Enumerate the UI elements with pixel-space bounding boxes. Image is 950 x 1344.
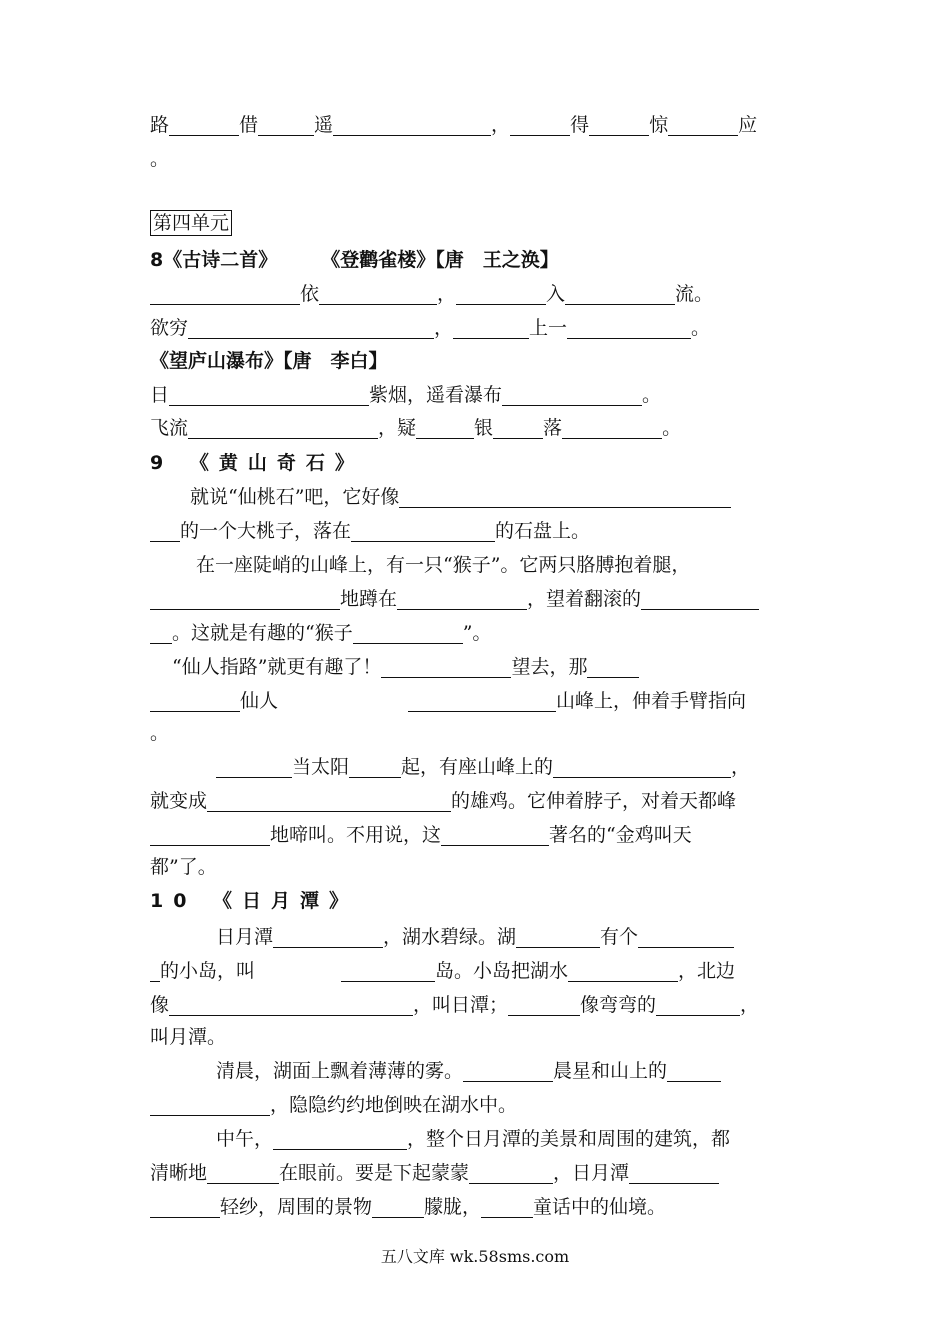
section-title	[150, 243, 802, 277]
blank	[481, 1195, 533, 1218]
text: 飞流	[150, 417, 189, 439]
blank	[169, 113, 239, 136]
blank	[150, 1195, 220, 1218]
text: ，北边	[678, 960, 736, 982]
fill-line	[150, 784, 802, 818]
blank	[397, 587, 527, 610]
blank	[456, 282, 546, 305]
text: 地啼叫。不用说，这	[270, 824, 442, 846]
text: ，	[740, 994, 760, 1016]
text: ，	[437, 283, 457, 305]
text: 轻纱，周围的景物	[220, 1196, 373, 1218]
blank	[351, 519, 495, 542]
text: ，叫日潭；	[413, 994, 509, 1016]
text: 就说“仙桃石”吧，它好像	[190, 486, 400, 508]
text: 的雄鸡。它伸着脖子，对着天都峰	[451, 790, 737, 812]
blank	[510, 113, 570, 136]
text: 望去，那	[511, 656, 588, 678]
fill-line	[150, 1020, 802, 1054]
blank	[441, 823, 549, 846]
blank	[150, 1093, 270, 1116]
blank	[408, 689, 556, 712]
fill-line	[150, 716, 802, 750]
text: 的石盘上。	[495, 520, 591, 542]
text: 在一座陡峭的山峰上，有一只“猴子”。它两只胳膊抱着腿，	[196, 554, 691, 576]
blank	[169, 383, 369, 406]
blank	[638, 925, 734, 948]
text: ”。	[462, 622, 492, 644]
text: 起，有座山峰上的	[401, 756, 554, 778]
fill-line	[150, 480, 802, 514]
fill-line	[150, 684, 802, 718]
blank	[568, 959, 678, 982]
text: 。这就是有趣的“猴子	[172, 622, 353, 644]
text: 仙人	[240, 690, 279, 712]
fill-line	[150, 1088, 802, 1122]
blank	[150, 959, 160, 982]
blank	[399, 485, 731, 508]
blank	[169, 993, 413, 1016]
text: 。	[691, 317, 711, 339]
text: ，疑	[378, 417, 417, 439]
fill-line	[150, 311, 802, 345]
text: 入	[546, 283, 566, 305]
fill-line	[150, 818, 802, 852]
text: 得	[570, 114, 590, 136]
text: 就变成	[150, 790, 208, 812]
blank	[565, 282, 675, 305]
blank	[150, 621, 172, 644]
text: 。	[150, 148, 170, 170]
text: 岛。小岛把湖水	[435, 960, 569, 982]
text: 落	[543, 417, 563, 439]
blank	[493, 416, 543, 439]
blank	[502, 383, 642, 406]
blank	[629, 1161, 719, 1184]
blank	[463, 1059, 553, 1082]
text: 都”了。	[150, 856, 217, 878]
fill-line	[150, 514, 802, 548]
text: 日月潭	[216, 926, 274, 948]
blank	[656, 993, 740, 1016]
blank	[333, 113, 491, 136]
text: 像	[150, 994, 170, 1016]
section-title	[150, 446, 802, 480]
unit-label: 第四单元	[150, 210, 232, 236]
blank	[372, 1195, 424, 1218]
blank	[381, 655, 511, 678]
text: 童话中的仙境。	[533, 1196, 667, 1218]
text: 晨星和山上的	[553, 1060, 668, 1082]
fill-line	[150, 1122, 802, 1156]
fill-line	[150, 548, 802, 582]
text: 在眼前。要是下起蒙蒙	[279, 1162, 470, 1184]
blank	[562, 416, 662, 439]
blank	[150, 823, 270, 846]
text: 日	[150, 384, 170, 406]
fill-line	[150, 850, 802, 884]
text: ，望着翻滚的	[527, 588, 642, 610]
text: 应	[738, 114, 758, 136]
text: 流。	[675, 283, 714, 305]
blank	[667, 1059, 721, 1082]
fill-line	[150, 750, 802, 784]
blank	[589, 113, 649, 136]
text: ，	[731, 756, 751, 778]
blank	[416, 416, 474, 439]
text: 的一个大桃子，落在	[180, 520, 352, 542]
text: 欲穷	[150, 317, 189, 339]
fill-line	[150, 378, 802, 412]
blank	[641, 587, 759, 610]
text: 银	[474, 417, 494, 439]
poem-title	[150, 344, 802, 378]
blank	[207, 789, 451, 812]
text: 像弯弯的	[580, 994, 657, 1016]
text: 清晨，湖面上飘着薄薄的雾。	[216, 1060, 464, 1082]
blank	[150, 689, 240, 712]
text: “仙人指路”就更有趣了！	[172, 656, 382, 678]
blank	[341, 959, 435, 982]
text: ，湖水碧绿。湖	[383, 926, 517, 948]
fill-line	[150, 142, 802, 176]
blank	[188, 416, 378, 439]
blank	[273, 925, 383, 948]
text: 清晰地	[150, 1162, 208, 1184]
fill-line	[150, 582, 802, 616]
fill-line	[150, 920, 802, 954]
text: 中午，	[216, 1128, 274, 1150]
text: ，隐隐约约地倒映在湖水中。	[270, 1094, 518, 1116]
fill-line	[150, 954, 802, 988]
blank	[453, 316, 529, 339]
blank	[349, 755, 401, 778]
blank	[150, 282, 300, 305]
fill-line	[150, 650, 802, 684]
blank	[273, 1127, 407, 1150]
text: 的小岛，叫	[160, 960, 256, 982]
text: 有个	[600, 926, 639, 948]
text: 路	[150, 114, 170, 136]
footer-watermark: 五八文库 wk.58sms.com	[380, 1247, 570, 1266]
text: ，	[491, 114, 511, 136]
blank	[319, 282, 437, 305]
text: 惊	[649, 114, 669, 136]
blank	[587, 655, 639, 678]
blank	[567, 316, 691, 339]
text: 朦胧，	[424, 1196, 482, 1218]
blank	[516, 925, 600, 948]
text: 。	[150, 722, 170, 744]
text: ，整个日月潭的美景和周围的建筑，都	[407, 1128, 731, 1150]
text: ，日月潭	[553, 1162, 630, 1184]
fill-line	[150, 411, 802, 445]
text: 借	[239, 114, 259, 136]
blank	[258, 113, 314, 136]
blank	[216, 755, 292, 778]
text: ，	[434, 317, 454, 339]
blank	[188, 316, 434, 339]
section-title	[150, 884, 802, 918]
lesson-title: 10 《日月潭》	[150, 890, 359, 912]
fill-line	[150, 1156, 802, 1190]
text: 上一	[529, 317, 568, 339]
blank	[469, 1161, 553, 1184]
unit-heading	[150, 206, 802, 240]
fill-line	[150, 1054, 802, 1088]
fill-line	[150, 1190, 802, 1224]
blank	[150, 587, 340, 610]
lesson-title: 8《古诗二首》	[150, 249, 278, 271]
text: 。	[642, 384, 662, 406]
text: 叫月潭。	[150, 1026, 227, 1048]
poem-title-text: 《望庐山瀑布》【唐 李白】	[150, 350, 388, 372]
blank	[668, 113, 738, 136]
text: 紫烟，遥看瀑布	[369, 384, 503, 406]
lesson-title: 9 《黄山奇石》	[150, 452, 364, 474]
fill-line	[150, 988, 802, 1022]
blank	[353, 621, 463, 644]
blank	[207, 1161, 279, 1184]
blank	[150, 519, 180, 542]
blank	[508, 993, 580, 1016]
blank	[553, 755, 731, 778]
text: 山峰上，伸着手臂指向	[556, 690, 747, 712]
text: 著名的“金鸡叫天	[549, 824, 692, 846]
text: 依	[300, 283, 320, 305]
text: 当太阳	[292, 756, 350, 778]
text: 地蹲在	[340, 588, 398, 610]
fill-line	[150, 616, 802, 650]
fill-line	[150, 108, 802, 142]
poem-title: 《登鹳雀楼》【唐 王之涣】	[321, 249, 559, 271]
text: 。	[662, 417, 682, 439]
text: 遥	[314, 114, 334, 136]
fill-line	[150, 277, 802, 311]
